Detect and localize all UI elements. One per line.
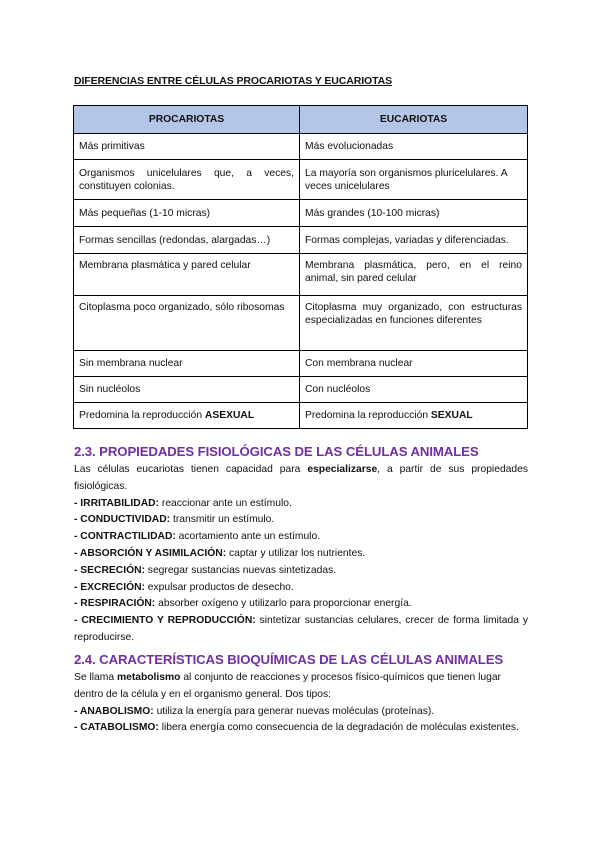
table-row <box>74 254 528 296</box>
list-item <box>74 580 528 597</box>
list-item <box>74 613 528 647</box>
intro-text: al conjunto de reacciones y procesos físico-químicos que tienen lugar dentro de la célula y en el organismo general. Dos tipos: <box>74 672 501 700</box>
list-item <box>74 596 528 613</box>
comparison-table <box>73 105 528 429</box>
cell-eucariotas: Más evolucionadas <box>300 134 528 160</box>
cell-procariotas: Sin membrana nuclear <box>74 351 300 377</box>
item-term: - EXCRECIÓN: <box>74 581 145 593</box>
item-desc: libera energía como consecuencia de la degradación de moléculas existentes. <box>158 722 519 734</box>
table-row <box>74 200 528 227</box>
section-heading-propiedades: 2.3. PROPIEDADES FISIOLÓGICAS DE LAS CÉLULAS ANIMALES <box>74 444 479 459</box>
table-header-row <box>74 106 528 134</box>
intro-text: , a partir de sus propiedades fisiológicas. <box>74 464 528 492</box>
cell-procariotas <box>74 403 300 429</box>
cell-procariotas: Sin nucléolos <box>74 377 300 403</box>
cell-eucariotas: La mayoría son organismos pluricelulares. A veces unicelulares <box>300 160 528 200</box>
item-term: - CONTRACTILIDAD: <box>74 531 176 543</box>
item-desc: utiliza la energía para generar nuevas moléculas (proteínas). <box>153 705 435 717</box>
intro-text: Se llama <box>74 672 117 683</box>
cell-eucariotas: Con membrana nuclear <box>300 351 528 377</box>
section-body-caracteristicas <box>74 670 528 737</box>
list-item <box>74 496 528 513</box>
item-desc: transmitir un estímulo. <box>170 514 275 526</box>
list-item <box>74 546 528 563</box>
cell-emphasis: ASEXUAL <box>204 410 255 421</box>
table-row <box>74 351 528 377</box>
list-item <box>74 512 528 529</box>
item-term: - ANABOLISMO: <box>74 705 154 717</box>
table-row <box>74 403 528 429</box>
table-row <box>74 227 528 254</box>
cell-text: Predomina la reproducción <box>305 410 431 421</box>
cell-eucariotas: Membrana plasmática, pero, en el reino animal, sin pared celular <box>300 254 528 296</box>
item-term: - CRECIMIENTO Y REPRODUCCIÓN: <box>74 615 256 627</box>
cell-procariotas: Más primitivas <box>74 134 300 160</box>
header-procariotas: PROCARIOTAS <box>74 106 300 134</box>
cell-eucariotas: Formas complejas, variadas y diferenciadas. <box>300 227 528 254</box>
intro-text: Las células eucariotas tienen capacidad para <box>74 464 308 475</box>
cell-emphasis: SEXUAL <box>430 410 473 421</box>
document-title: DIFERENCIAS ENTRE CÉLULAS PROCARIOTAS Y EUCARIOTAS <box>74 75 392 87</box>
list-item <box>74 720 528 737</box>
table-row <box>74 377 528 403</box>
cell-procariotas: Citoplasma poco organizado, sólo ribosomas <box>74 296 300 351</box>
item-term: - ABSORCIÓN Y ASIMILACIÓN: <box>74 547 227 559</box>
cell-procariotas: Formas sencillas (redondas, alargadas…) <box>74 227 300 254</box>
cell-procariotas: Más pequeñas (1-10 micras) <box>74 200 300 227</box>
item-desc: acortamiento ante un estímulo. <box>175 531 321 543</box>
item-desc: segregar sustancias nuevas sintetizadas. <box>144 564 337 576</box>
cell-text: Predomina la reproducción <box>79 410 205 421</box>
item-term: - CATABOLISMO: <box>74 722 159 734</box>
header-eucariotas: EUCARIOTAS <box>300 106 528 134</box>
item-term: - IRRITABILIDAD: <box>74 497 160 509</box>
item-desc: reaccionar ante un estímulo. <box>159 497 292 509</box>
section-intro <box>74 670 528 704</box>
section-intro <box>74 462 528 496</box>
table-row <box>74 160 528 200</box>
item-term: - CONDUCTIVIDAD: <box>74 514 171 526</box>
section-body-propiedades <box>74 462 528 647</box>
item-desc: captar y utilizar los nutrientes. <box>226 547 366 559</box>
cell-eucariotas <box>300 403 528 429</box>
item-desc: expulsar productos de desecho. <box>144 581 294 593</box>
cell-procariotas: Organismos unicelulares que, a veces, constituyen colonias. <box>74 160 300 200</box>
cell-procariotas: Membrana plasmática y pared celular <box>74 254 300 296</box>
item-desc: sintetizar sustancias celulares, crecer de forma limitada y reproducirse. <box>74 615 528 643</box>
cell-eucariotas: Más grandes (10-100 micras) <box>300 200 528 227</box>
table-row <box>74 296 528 351</box>
item-term: - RESPIRACIÓN: <box>74 598 156 610</box>
item-term: - SECRECIÓN: <box>74 564 145 576</box>
list-item <box>74 704 528 721</box>
cell-eucariotas: Con nucléolos <box>300 377 528 403</box>
intro-emphasis: metabolismo <box>116 672 181 683</box>
item-desc: absorber oxígeno y utilizarlo para proporcionar energía. <box>155 598 412 610</box>
list-item <box>74 529 528 546</box>
section-heading-caracteristicas: 2.4. CARACTERÍSTICAS BIOQUÍMICAS DE LAS CÉLULAS ANIMALES <box>74 652 504 667</box>
table-row <box>74 134 528 160</box>
list-item <box>74 563 528 580</box>
intro-emphasis: especializarse <box>307 464 378 475</box>
cell-eucariotas: Citoplasma muy organizado, con estructuras especializadas en funciones diferentes <box>300 296 528 351</box>
